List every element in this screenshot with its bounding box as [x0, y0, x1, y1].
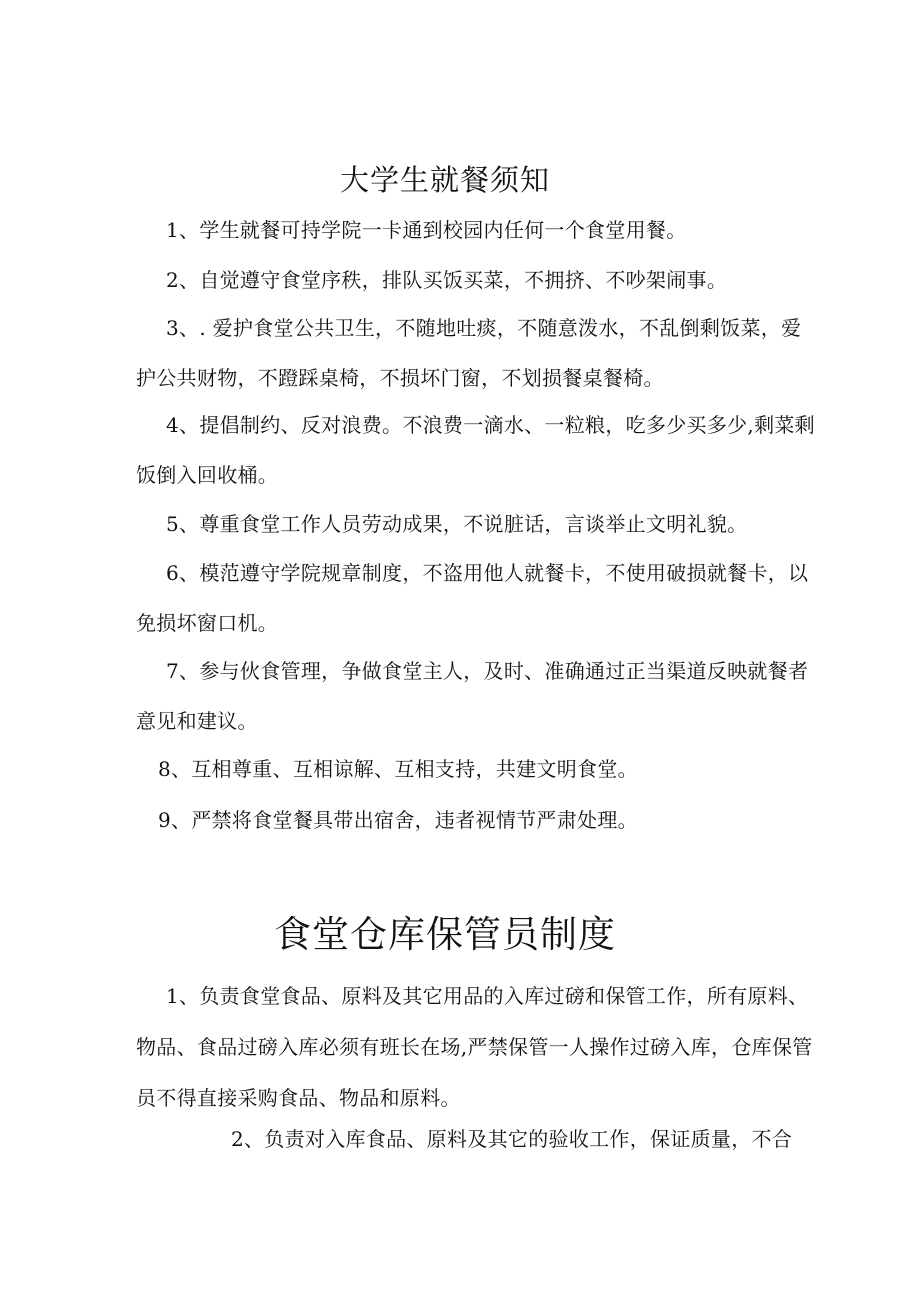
- section1-item-2: 2、自觉遵守食堂序秩，排队买饭买菜，不拥挤、不吵架闹事。: [166, 268, 728, 292]
- section2-item-1: 1、负责食堂食品、原料及其它用品的入库过磅和保管工作，所有原料、物品、食品过磅入库必须有班长在场,严禁保管一人操作过磅入库，仓库保管员不得直接采购食品、物品和原料。: [136, 984, 813, 1110]
- section1-item-1: 1、学生就餐可持学院一卡通到校园内任何一个食堂用餐。: [166, 218, 687, 242]
- section2-title: 食堂仓库保管员制度: [274, 913, 616, 956]
- section1-item-3: 3、. 爱护食堂公共卫生，不随地吐痰，不随意泼水，不乱倒剩饭菜，爱护公共财物，不蹬踩桌椅，不损坏门窗，不划损餐桌餐椅。: [136, 316, 802, 390]
- section1-title: 大学生就餐须知: [339, 163, 550, 197]
- section2-item-2: 2、负责对入库食品、原料及其它的验收工作，保证质量，不合: [231, 1127, 793, 1151]
- section1-item-5: 5、尊重食堂工作人员劳动成果，不说脏话，言谈举止文明礼貌。: [166, 512, 748, 536]
- section1-item-6: 6、模范遵守学院规章制度，不盗用他人就餐卡，不使用破损就餐卡，以免损坏窗口机。: [136, 561, 809, 635]
- section1-item-8: 8、互相尊重、互相谅解、互相支持，共建文明食堂。: [158, 757, 638, 781]
- section1-item-9: 9、严禁将食堂餐具带出宿舍，违者视情节严肃处理。: [158, 808, 638, 832]
- section1-item-4: 4、提倡制约、反对浪费。不浪费一滴水、一粒粮，吃多少买多少,剩菜剩饭倒入回收桶。: [136, 413, 815, 487]
- section1-item-7: 7、参与伙食管理，争做食堂主人，及时、准确通过正当渠道反映就餐者意见和建议。: [136, 659, 809, 733]
